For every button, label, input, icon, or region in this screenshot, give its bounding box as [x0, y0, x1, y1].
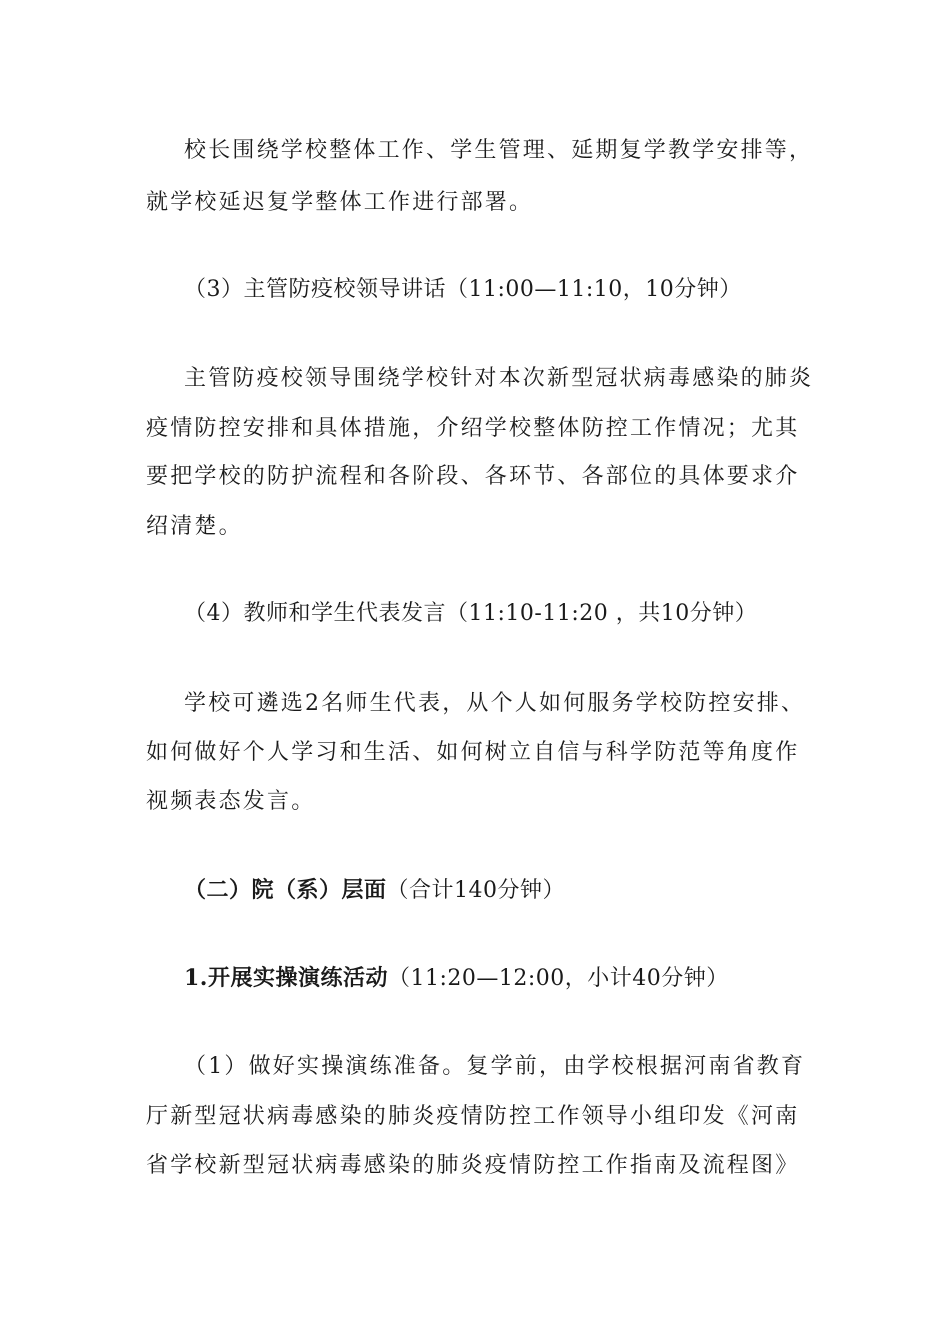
- subsection-heading-1: [184, 962, 854, 995]
- subheading-4: （4）教师和学生代表发言（11:10-11:20 ，共10分钟）: [184, 601, 758, 626]
- paragraph-1-line-1: 校长围绕学校整体工作、学生管理、延期复学教学安排等，: [184, 138, 814, 163]
- section-heading-2-title: （二）院（系）层面: [184, 877, 387, 903]
- paragraph-5-line-3: 视频表态发言。: [146, 789, 316, 814]
- paragraph-1-line-2: 就学校延迟复学整体工作进行部署。: [146, 190, 534, 215]
- subheading-3: （3）主管防疫校领导讲话（11:00—11:10，10分钟）: [184, 277, 742, 302]
- section-heading-2-note: （合计140分钟）: [386, 878, 566, 903]
- paragraph-5-line-1: 学校可遴选2名师生代表，从个人如何服务学校防控安排、: [184, 691, 806, 716]
- paragraph-5-line-2: 如何做好个人学习和生活、如何树立自信与科学防范等角度作: [146, 740, 800, 765]
- paragraph-3-line-2: 疫情防控安排和具体措施，介绍学校整体防控工作情况；尤其: [146, 416, 800, 441]
- paragraph-8-line-3: 省学校新型冠状病毒感染的肺炎疫情防控工作指南及流程图》: [146, 1153, 800, 1178]
- subsection-heading-1-title: 1.开展实操演练活动: [184, 965, 388, 991]
- section-heading-2: [184, 874, 854, 907]
- paragraph-8-line-1: （1）做好实操演练准备。复学前，由学校根据河南省教育: [184, 1054, 806, 1079]
- paragraph-3-line-4: 绍清楚。: [146, 514, 243, 539]
- paragraph-8-line-2: 厅新型冠状病毒感染的肺炎疫情防控工作领导小组印发《河南: [146, 1104, 800, 1129]
- paragraph-3-line-3: 要把学校的防护流程和各阶段、各环节、各部位的具体要求介: [146, 464, 800, 489]
- subsection-heading-1-note: （11:20—12:00，小计40分钟）: [387, 966, 729, 991]
- paragraph-3-line-1: 主管防疫校领导围绕学校针对本次新型冠状病毒感染的肺炎: [184, 366, 814, 391]
